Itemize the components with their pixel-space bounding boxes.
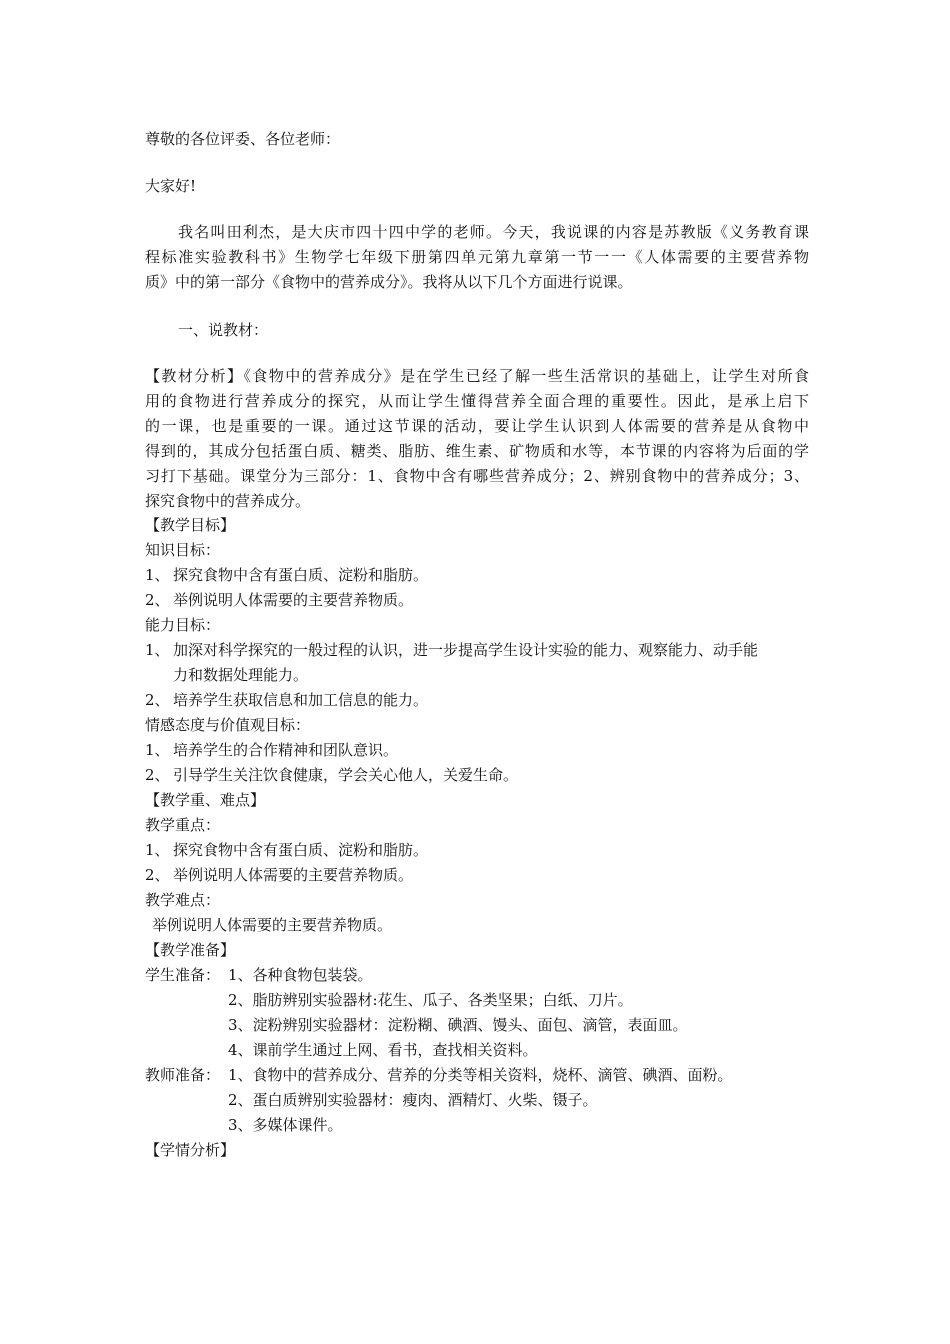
item-text: 举例说明人体需要的主要营养物质。	[173, 591, 414, 609]
item-number: 1、	[145, 741, 170, 759]
item-text: 探究食物中含有蛋白质、淀粉和脂肪。	[173, 566, 429, 584]
intro-line: 程标准实验教科书》生物学七年级下册第四单元第九章第一节一一《人体需要的主要营养物	[145, 248, 809, 266]
item-number: 1、	[145, 641, 170, 659]
item-number: 2、	[145, 866, 170, 884]
analysis-line: 【教材分析】《食物中的营养成分》是在学生已经了解一些生活常识的基础上，让学生对所食	[145, 367, 809, 385]
prep-item: 2、脂肪辨别实验器材:花生、瓜子、各类坚果；白纸、刀片。	[228, 991, 633, 1009]
item-text: 举例说明人体需要的主要营养物质。	[173, 866, 414, 884]
item-text: 探究食物中含有蛋白质、淀粉和脂肪。	[173, 841, 429, 859]
analysis2-heading: 【学情分析】	[145, 1141, 236, 1159]
difficult-label: 教学难点：	[145, 891, 221, 909]
student-prep-label: 学生准备：	[145, 966, 221, 984]
emotion-label: 情感态度与价值观目标：	[145, 716, 311, 734]
difficult-text: 举例说明人体需要的主要营养物质。	[152, 916, 393, 934]
item-text: 培养学生获取信息和加工信息的能力。	[173, 691, 429, 709]
key-label: 教学重点：	[145, 816, 221, 834]
intro-paragraph	[145, 220, 809, 295]
analysis-paragraph	[145, 364, 809, 514]
goals-heading: 【教学目标】	[145, 516, 236, 534]
analysis-line: 探究食物中的营养成分。	[145, 492, 311, 510]
section-heading: 一、说教材：	[178, 321, 269, 339]
knowledge-label: 知识目标：	[145, 541, 221, 559]
item-number: 2、	[145, 766, 170, 784]
prep-item: 4、课前学生通过上网、看书，查找相关资料。	[228, 1041, 538, 1059]
item-text: 力和数据处理能力。	[173, 666, 309, 684]
analysis-line: 的一课，也是重要的一课。通过这节课的活动，要让学生认识到人体需要的营养是从食物中	[145, 417, 809, 435]
intro-line: 我名叫田利杰，是大庆市四十四中学的老师。今天，我说课的内容是苏教版《义务教育课	[178, 223, 809, 241]
prep-item: 1、食物中的营养成分、营养的分类等相关资料，烧杯、滴管、碘酒、面粉。	[228, 1066, 733, 1084]
prep-item: 1、各种食物包装袋。	[228, 966, 373, 984]
teacher-prep-label: 教师准备：	[145, 1066, 221, 1084]
item-text: 引导学生关注饮食健康，学会关心他人，关爱生命。	[173, 766, 519, 784]
prep-item: 3、淀粉辨别实验器材：淀粉糊、碘酒、馒头、面包、滴管，表面皿。	[228, 1016, 688, 1034]
item-number: 1、	[145, 841, 170, 859]
analysis-line: 习打下基础。课堂分为三部分：1、食物中含有哪些营养成分；2、辨别食物中的营养成分；3、	[145, 467, 809, 485]
analysis-line: 用的食物进行营养成分的探究，从而让学生懂得营养全面合理的重要性。因此，是承上启下	[145, 392, 809, 410]
item-text: 加深对科学探究的一般过程的认识，进一步提高学生设计实验的能力、观察能力、动手能	[173, 641, 759, 659]
prep-item: 3、多媒体课件。	[228, 1116, 343, 1134]
prep-item: 2、蛋白质辨别实验器材：瘦肉、酒精灯、火柴、镊子。	[228, 1091, 598, 1109]
keypoints-heading: 【教学重、难点】	[145, 791, 266, 809]
item-text: 培养学生的合作精神和团队意识。	[173, 741, 399, 759]
greeting: 尊敬的各位评委、各位老师：	[145, 130, 341, 148]
ability-label: 能力目标：	[145, 616, 221, 634]
analysis-line: 得到的，其成分包括蛋白质、糖类、脂肪、维生素、矿物质和水等，本节课的内容将为后面的学	[145, 442, 809, 460]
item-number: 2、	[145, 691, 170, 709]
prep-heading: 【教学准备】	[145, 941, 236, 959]
item-number: 2、	[145, 591, 170, 609]
hello: 大家好!	[145, 177, 197, 195]
intro-line: 质》中的第一部分《食物中的营养成分》。我将从以下几个方面进行说课。	[145, 273, 633, 291]
item-number: 1、	[145, 566, 170, 584]
